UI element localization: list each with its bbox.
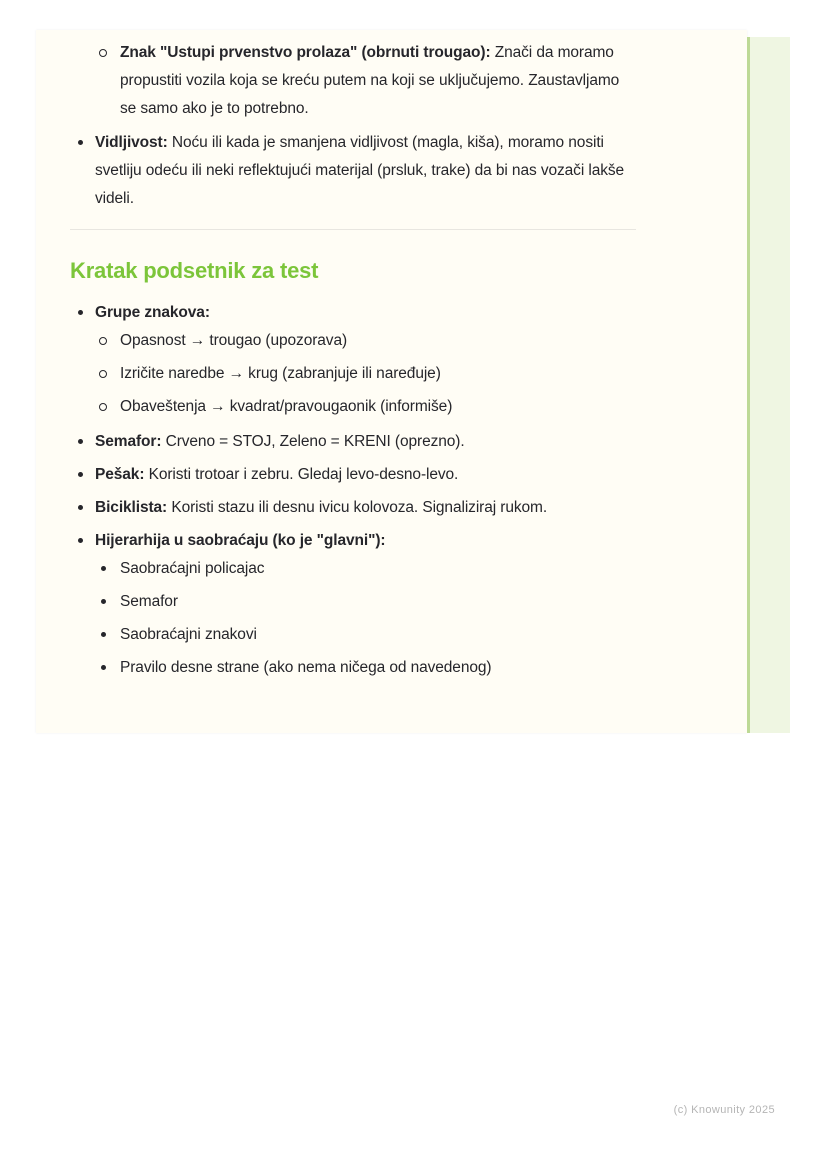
disc-bullet-icon: [78, 140, 83, 145]
item-text: Izričite naredbe → krug (zabranjuje ili naređuje): [120, 365, 441, 382]
page-content: [70, 39, 636, 682]
item-text: Noću ili kada je smanjena vidljivost (magla, kiša), moramo nositi svetliju odeću ili neki reflektujući materijal (prsluk, trake) da bi nas vozači lakše videli.: [95, 134, 625, 207]
disc-bullet-icon: [78, 538, 83, 543]
item-text: Crveno = STOJ, Zeleno = KRENI (oprezno).: [161, 433, 465, 450]
list-item-pesak: [70, 461, 636, 489]
disc-bullet-icon: [101, 599, 106, 604]
item-text: Saobraćajni policajac: [120, 560, 265, 577]
list-item-vidljivost: [70, 129, 636, 213]
hollow-circle-bullet-icon: [99, 337, 107, 345]
page-edge-stripe: [747, 37, 790, 733]
section-heading: Kratak podsetnik za test: [70, 258, 319, 283]
item-term: Znak "Ustupi prvenstvo prolaza" (obrnuti trougao):: [120, 44, 491, 61]
sublist-item-opasnost: [95, 327, 636, 355]
hierarchy-sublist: [95, 555, 636, 682]
list-item-biciklista: [70, 494, 636, 522]
item-term: Pešak:: [95, 466, 145, 483]
hollow-circle-bullet-icon: [99, 403, 107, 411]
copyright-text: (c) Knowunity 2025: [673, 1104, 775, 1116]
sublist-item-izricite-naredbe: [95, 360, 636, 388]
item-text: Znači da moramo propustiti vozila koja se kreću putem na koji se uključujemo. Zaustavljamo se samo ako je to potrebno.: [120, 44, 620, 117]
item-term: Biciklista:: [95, 499, 168, 516]
item-text: Semafor: [120, 593, 178, 610]
hollow-circle-bullet-icon: [99, 49, 107, 57]
item-text: Saobraćajni znakovi: [120, 626, 257, 643]
sublist-item-semafor: [95, 588, 636, 616]
continued-list: [70, 39, 636, 123]
section-divider: [70, 229, 636, 230]
item-text: Pravilo desne strane (ako nema ničega od navedenog): [120, 659, 492, 676]
disc-bullet-icon: [78, 439, 83, 444]
sublist-item-policajac: [95, 555, 636, 583]
disc-bullet-icon: [101, 632, 106, 637]
disc-bullet-icon: [78, 310, 83, 315]
item-text: Obaveštenja → kvadrat/pravougaonik (informiše): [120, 398, 453, 415]
sublist-item-pravilo-desne-strane: [95, 654, 636, 682]
disc-bullet-icon: [78, 505, 83, 510]
item-term: Semafor:: [95, 433, 162, 450]
list-item-znak-ustupi: [70, 39, 636, 123]
item-term: Vidljivost:: [95, 134, 168, 151]
list-item-grupe-znakova: [70, 299, 636, 421]
disc-bullet-icon: [78, 472, 83, 477]
disc-bullet-icon: [101, 566, 106, 571]
visibility-list: [70, 129, 636, 213]
item-text: Opasnost → trougao (upozorava): [120, 332, 348, 349]
item-term: Grupe znakova:: [95, 304, 210, 321]
sublist-item-obavestenja: [95, 393, 636, 421]
hollow-circle-bullet-icon: [99, 370, 107, 378]
item-text: Koristi stazu ili desnu ivicu kolovoza. Signaliziraj rukom.: [167, 499, 548, 516]
list-item-hijerarhija: [70, 527, 636, 682]
disc-bullet-icon: [101, 665, 106, 670]
list-item-semafor: [70, 428, 636, 456]
reminder-list: [70, 299, 636, 682]
sign-groups-sublist: [95, 327, 636, 421]
item-text: Koristi trotoar i zebru. Gledaj levo-desno-levo.: [144, 466, 459, 483]
item-term: Hijerarhija u saobraćaju (ko je "glavni"):: [95, 532, 386, 549]
notes-page-card: [36, 30, 747, 733]
sublist-item-znakovi: [95, 621, 636, 649]
